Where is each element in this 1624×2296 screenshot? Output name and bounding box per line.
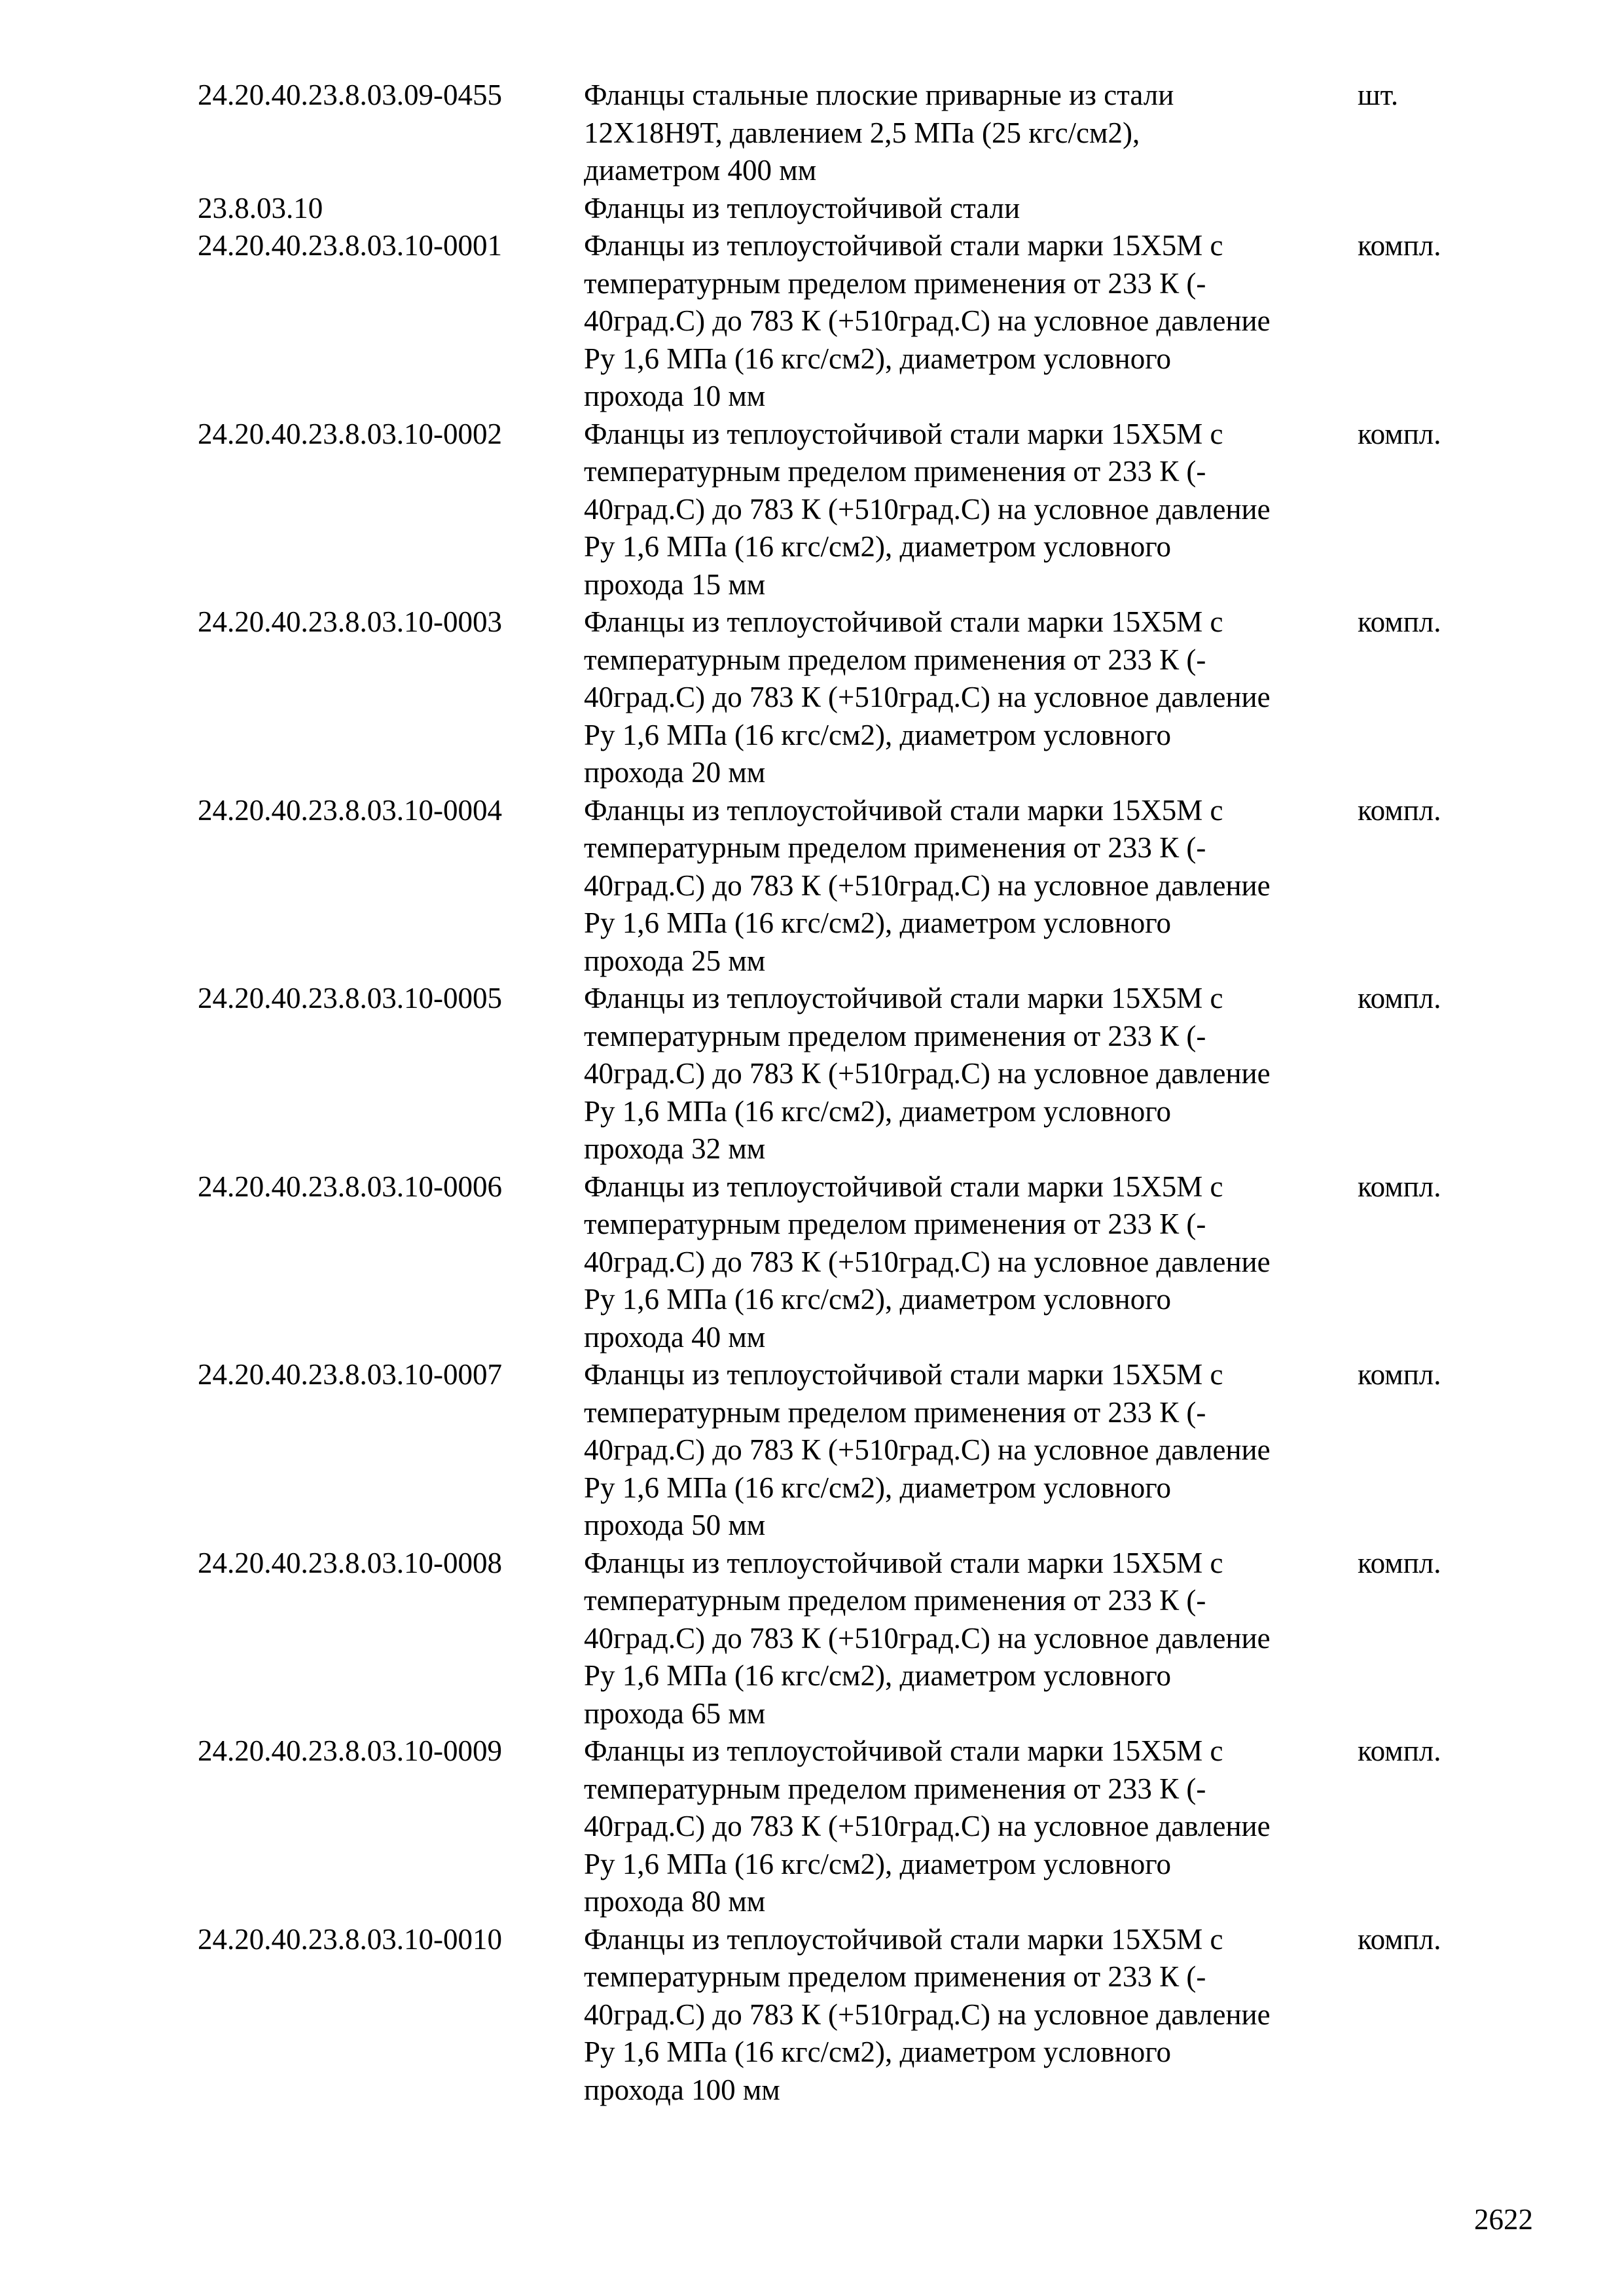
resource-name-line: 40град.С) до 783 К (+510град.С) на условное давление	[584, 1433, 1271, 1466]
resource-name-line: Ру 1,6 МПа (16 кгс/см2), диаметром условного	[584, 2036, 1172, 2068]
resource-unit: компл.	[1358, 605, 1441, 638]
resource-name	[584, 1921, 1358, 2109]
resource-code: 24.20.40.23.8.03.10-0004	[198, 793, 502, 827]
page-number: 2622	[1474, 2203, 1533, 2236]
group-header	[198, 190, 1507, 228]
resource-name-line: Фланцы из теплоустойчивой стали марки 15Х5М с	[584, 1358, 1223, 1391]
list-item	[198, 416, 1507, 604]
resource-name-line: Ру 1,6 МПа (16 кгс/см2), диаметром условного	[584, 906, 1172, 939]
group-name-line: Фланцы из теплоустойчивой стали	[584, 191, 1020, 224]
resource-name	[584, 792, 1358, 980]
resource-name-line: 40град.С) до 783 К (+510град.С) на условное давление	[584, 1621, 1271, 1655]
resource-unit: компл.	[1358, 229, 1441, 262]
resource-name-line: 40град.С) до 783 К (+510град.С) на условное давление	[584, 1245, 1271, 1278]
resource-unit: компл.	[1358, 417, 1441, 450]
resource-name-line: 12Х18Н9Т, давлением 2,5 МПа (25 кгс/см2),	[584, 116, 1140, 149]
resource-name	[584, 77, 1358, 190]
resource-name-line: температурным пределом применения от 233 К (-	[584, 455, 1206, 488]
list-item	[198, 77, 1507, 190]
resource-name-line: 40град.С) до 783 К (+510град.С) на условное давление	[584, 1810, 1271, 1842]
list-item	[198, 1356, 1507, 1545]
resource-name-line: прохода 65 мм	[584, 1696, 766, 1730]
resource-name-line: прохода 10 мм	[584, 380, 766, 412]
resource-code: 24.20.40.23.8.03.10-0010	[198, 1922, 502, 1956]
resource-name-line: прохода 15 мм	[584, 567, 766, 601]
resource-name-line: Ру 1,6 МПа (16 кгс/см2), диаметром условного	[584, 718, 1172, 751]
resource-name	[584, 1545, 1358, 1733]
resource-name-line: Фланцы из теплоустойчивой стали марки 15Х5М с	[584, 1922, 1223, 1956]
resource-unit: компл.	[1358, 1170, 1441, 1203]
resource-name-line: 40град.С) до 783 К (+510град.С) на условное давление	[584, 1057, 1271, 1090]
resource-name-line: Фланцы из теплоустойчивой стали марки 15Х5М с	[584, 1546, 1223, 1579]
resource-name-line: температурным пределом применения от 233 К (-	[584, 1019, 1206, 1052]
resource-name	[584, 416, 1358, 604]
resource-name-line: температурным пределом применения от 233 К (-	[584, 831, 1206, 864]
resource-name-line: прохода 32 мм	[584, 1132, 766, 1165]
resource-name-line: Фланцы из теплоустойчивой стали марки 15Х5М с	[584, 1170, 1223, 1203]
resource-name-line: Фланцы стальные плоские приварные из стали	[584, 79, 1174, 111]
resource-code: 24.20.40.23.8.03.10-0007	[198, 1358, 502, 1391]
resource-unit: компл.	[1358, 1546, 1441, 1579]
resource-code: 24.20.40.23.8.03.09-0455	[198, 79, 502, 111]
resource-unit: компл.	[1358, 982, 1441, 1014]
resource-list	[198, 77, 1507, 2109]
resource-name-line: 40град.С) до 783 К (+510град.С) на условное давление	[584, 492, 1271, 526]
resource-name	[584, 603, 1358, 792]
list-item	[198, 980, 1507, 1168]
resource-name-line: Фланцы из теплоустойчивой стали марки 15Х5М с	[584, 605, 1223, 638]
resource-name-line: прохода 100 мм	[584, 2073, 780, 2106]
resource-name-line: температурным пределом применения от 233 К (-	[584, 1208, 1206, 1240]
resource-code: 24.20.40.23.8.03.10-0002	[198, 417, 502, 450]
resource-name-line: Фланцы из теплоустойчивой стали марки 15Х5М с	[584, 982, 1223, 1014]
resource-name-line: прохода 25 мм	[584, 944, 766, 977]
resource-name-line: Фланцы из теплоустойчивой стали марки 15Х5М с	[584, 1734, 1223, 1767]
resource-name-line: 40град.С) до 783 К (+510град.С) на условное давление	[584, 869, 1271, 902]
resource-name-line: 40град.С) до 783 К (+510град.С) на условное давление	[584, 681, 1271, 713]
resource-name	[584, 227, 1358, 416]
list-item	[198, 603, 1507, 792]
resource-name-line: Ру 1,6 МПа (16 кгс/см2), диаметром условного	[584, 1094, 1172, 1128]
group-code: 23.8.03.10	[198, 191, 323, 224]
resource-name-line: температурным пределом применения от 233 К (-	[584, 1772, 1206, 1805]
resource-name-line: температурным пределом применения от 233 К (-	[584, 1395, 1206, 1429]
resource-code: 24.20.40.23.8.03.10-0005	[198, 982, 502, 1014]
list-item	[198, 1732, 1507, 1921]
resource-name	[584, 1732, 1358, 1921]
resource-name-line: Ру 1,6 МПа (16 кгс/см2), диаметром условного	[584, 1471, 1172, 1504]
resource-name-line: Ру 1,6 МПа (16 кгс/см2), диаметром условного	[584, 1659, 1172, 1692]
resource-name-line: Фланцы из теплоустойчивой стали марки 15Х5М с	[584, 229, 1223, 262]
resource-unit: компл.	[1358, 793, 1441, 827]
resource-name-line: 40град.С) до 783 К (+510град.С) на условное давление	[584, 1998, 1271, 2031]
resource-unit: компл.	[1358, 1358, 1441, 1391]
resource-name-line: Фланцы из теплоустойчивой стали марки 15Х5М с	[584, 793, 1223, 827]
resource-name-line: температурным пределом применения от 233 К (-	[584, 1960, 1206, 1993]
resource-name-line: температурным пределом применения от 233 К (-	[584, 266, 1206, 300]
resource-name-line: температурным пределом применения от 233 К (-	[584, 1584, 1206, 1617]
resource-unit: компл.	[1358, 1734, 1441, 1767]
list-item	[198, 1545, 1507, 1733]
resource-name	[584, 1356, 1358, 1545]
resource-name-line: прохода 80 мм	[584, 1885, 766, 1918]
resource-name-line: Фланцы из теплоустойчивой стали марки 15Х5М с	[584, 417, 1223, 450]
resource-name-line: Ру 1,6 МПа (16 кгс/см2), диаметром условного	[584, 1847, 1172, 1880]
list-item	[198, 1168, 1507, 1357]
group-name	[584, 190, 1358, 228]
resource-name-line: диаметром 400 мм	[584, 154, 817, 187]
resource-code: 24.20.40.23.8.03.10-0001	[198, 229, 502, 262]
resource-name	[584, 1168, 1358, 1357]
resource-name-line: Ру 1,6 МПа (16 кгс/см2), диаметром условного	[584, 530, 1172, 563]
resource-name-line: Ру 1,6 МПа (16 кгс/см2), диаметром условного	[584, 1283, 1172, 1316]
resource-name-line: прохода 40 мм	[584, 1320, 766, 1354]
resource-unit: компл.	[1358, 1922, 1441, 1956]
resource-code: 24.20.40.23.8.03.10-0009	[198, 1734, 502, 1767]
list-item	[198, 227, 1507, 416]
resource-unit: шт.	[1358, 79, 1399, 111]
resource-name-line: температурным пределом применения от 233 К (-	[584, 643, 1206, 676]
list-item	[198, 792, 1507, 980]
resource-code: 24.20.40.23.8.03.10-0006	[198, 1170, 502, 1203]
resource-name-line: Ру 1,6 МПа (16 кгс/см2), диаметром условного	[584, 342, 1172, 375]
list-item	[198, 1921, 1507, 2109]
resource-name-line: прохода 50 мм	[584, 1509, 766, 1541]
resource-name-line: прохода 20 мм	[584, 756, 766, 789]
resource-code: 24.20.40.23.8.03.10-0003	[198, 605, 502, 638]
resource-name	[584, 980, 1358, 1168]
resource-code: 24.20.40.23.8.03.10-0008	[198, 1546, 502, 1579]
resource-name-line: 40град.С) до 783 К (+510град.С) на условное давление	[584, 304, 1271, 337]
